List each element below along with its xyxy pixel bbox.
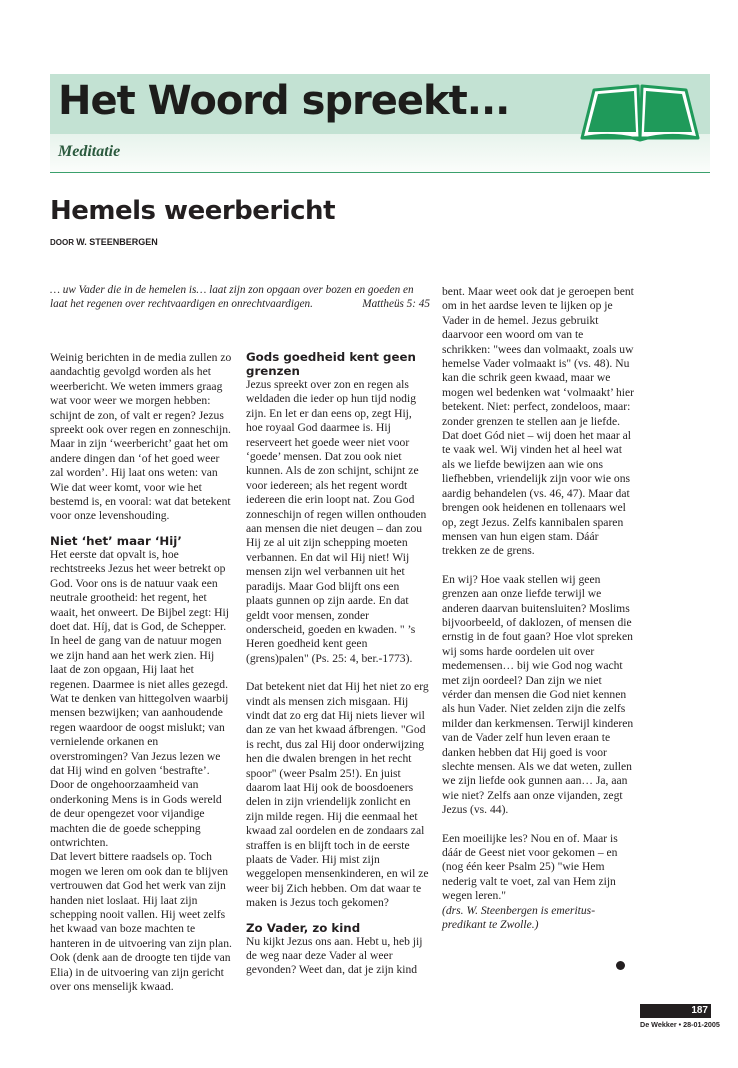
- byline: [50, 237, 158, 247]
- paragraph: Jezus spreekt over zon en regen als weldaden die ieder op hun tijd nodig zijn. En let er dan eens op, zegt Hij, hoe royaal God daarmee is. Hij reserveert het goede weer niet voor ‘goede’ mensen. Dat zou ook niet kunnen. Als de zon schijnt, schijnt ze voor iedereen; als het regent wordt iedereen die erin loopt nat. Zou God zonneschijn of regen willen onthouden aan mensen die niet deugen – dan zou Hij ze al uit zijn schepping moeten verbannen. En dat wil Hij niet! Wij mensen zijn wel verbannen uit het paradijs. Maar God blijft ons een plaats gunnen op zijn aarde. En dat geldt voor mensen, zonder onderscheid, goeden en kwaden. " ’s Heren goedheid kent geen (grens)palen" (Ps. 25: 4, ber.-1773).: [246, 378, 427, 665]
- section-banner: [50, 74, 710, 173]
- paragraph: Dat betekent niet dat Hij het niet zo erg vindt als mensen zich misgaan. Hij vindt dat zo erg dat Hij niets liever wil dan ze van het kwaad áfbrengen. "God is recht, dus zal Hij door onderwijzing hen die dwalen brengen in het recht spoor" (weer Psalm 25!). En juist daarom laat Hij ook de boosdoeners delen in zijn vriendelijk zonlicht en zijn milde regen. Hij die eenmaal het kwaad zal oordelen en de zondaars zal straffen is en blijft toch in de eerste plaats de Vader. Hij mist zijn weggelopen mensenkinderen, en wil ze weer bij Zich hebben. Om dat waar te maken is Jezus toch gekomen?: [246, 680, 429, 910]
- author-note: (drs. W. Steenbergen is emeritus-predikant te Zwolle.): [442, 903, 596, 932]
- section-subtitle: Meditatie: [58, 143, 121, 160]
- paragraph: Het eerste dat opvalt is, hoe rechtstreeks Jezus het weer betrekt op God. Voor ons is de natuur vaak een neutrale grootheid: het regent, het waait, het onweert. De Bijbel zegt: Hij doet dat. Híj, dat is God, de Schepper. In heel de gang van de natuur mogen we zijn hand aan het werk zien. Hij laat de zon opgaan, Hij laat het regenen. Daarmee is niet alles gezegd. Wat te denken van hittegolven waarbij mensen bezwijken; van aanhoudende regen waardoor de oogst mislukt; van vernielende orkanen en overstromingen? Van Jezus lezen we dat Hij wind en golven ‘bestrafte’. Door de ongehoorzaamheid van onderkoning Mens is in Gods wereld de deur opengezet voor vijandige machten die de goede schepping ontwrichten.: [50, 547, 230, 849]
- publication-footer: De Wekker • 28-01-2005: [640, 1020, 720, 1029]
- section-title: Het Woord spreekt...: [58, 78, 510, 124]
- open-book-icon: [578, 80, 702, 144]
- paragraph: bent. Maar weet ook dat je geroepen bent om in het aardse leven te lijken op je Vader in de hemel. Jezus gebruikt daarvoor een woord om van te schrikken: "wees dan volmaakt, zoals uw hemelse Vader volmaakt is" (vs. 48). Nu kan die schrik geen kwaad, maar we mogen wel bedenken wat ‘volmaakt’ hier betekent. Niet: perfect, zondeloos, maar: zonder grenzen te stellen aan je liefde. Dat doet Gód niet – wij doen het maar al te vaak wel. Wij vinden het al heel wat als we liefde bewijzen aan wie ons liefhebben, vriendelijk zijn voor wie ons aardig behandelen (vs. 46, 47). Maar dat brengen ook heidenen en tollenaars wel op, zegt Jezus. Zelfs kannibalen sparen mensen van hun eigen stam. Dáár trekken ze de grens.: [442, 285, 634, 558]
- quote-text: … uw Vader die in de hemelen is… laat zijn zon opgaan over bozen en goeden en laat het regenen over rechtvaardigen en onrechtvaardigen.: [50, 284, 414, 310]
- article-column-1: [50, 351, 233, 994]
- byline-prefix: DOOR: [50, 238, 74, 247]
- end-bullet-icon: [616, 961, 625, 970]
- paragraph: Nu kijkt Jezus ons aan. Hebt u, heb jij de weg naar deze Vader al weer gevonden? Weet dan, dat je zijn kind: [246, 934, 423, 977]
- article-headline: Hemels weerbericht: [50, 196, 335, 226]
- article-column-3: [442, 285, 634, 932]
- paragraph: Een moeilijke les? Nou en of. Maar is dáár de Geest niet voor gekomen – en (nog één keer Psalm 25) "wie Hem nederig valt te voet, zal van Hem zijn wegen leren.": [442, 831, 618, 903]
- subheading: Zo Vader, zo kind: [246, 920, 361, 935]
- paragraph: En wij? Hoe vaak stellen wij geen grenzen aan onze liefde terwijl we anderen daarvan buitensluiten? Moslims bijvoorbeeld, of daklozen, of mensen die ernstig in de fout gaan? Hoe vlot spreken wij soms harde oordelen uit over medemensen… bij wie God nog wacht met zijn oordeel? Dan zijn we niet vérder dan mensen die God niet kennen als hun Vader. Niet zelden zijn die zelfs milder dan kerkmensen. Terwijl kinderen van de Vader zelf hun leven eraan te danken hebben dat Hij goed is voor slechte mensen. Als we dat weten, zullen we zijn liefde ook gunnen aan… Ja, aan wie niet? Zelfs aan onze vijanden, zegt Jezus (vs. 44).: [442, 572, 634, 817]
- subheading: Niet ‘het’ maar ‘Hij’: [50, 533, 182, 548]
- paragraph: Dat levert bittere raadsels op. Toch mogen we leren om ook dan te blijven vertrouwen dat God het werk van zijn handen niet loslaat. Hij laat zijn schepping nooit vallen. Hij weet zelfs het kwaad van boze machten te hanteren in de uitvoering van zijn plan. Ook (denk aan de droogte ten tijde van Elia) in de uitvoering van zijn gericht over ons menselijk kwaad.: [50, 850, 232, 994]
- quote-reference: Mattheüs 5: 45: [362, 298, 430, 310]
- article-column-2: [246, 350, 429, 978]
- author-name: W. STEENBERGEN: [76, 237, 158, 247]
- bible-quote: [50, 283, 430, 311]
- page-number: 187: [640, 1004, 711, 1018]
- subheading: Gods goedheid kent geen grenzen: [246, 350, 416, 378]
- paragraph: Weinig berichten in de media zullen zo aandachtig gevolgd worden als het weerbericht. We weten immers graag wat voor weer we morgen hebben: schijnt de zon, of valt er regen? Jezus spreekt ook over regen en zonneschijn. Maar in zijn ‘weerbericht’ gaat het om andere dingen dan ‘of het goed weer zal worden’. Hij laat ons weten: van Wie dat weer komt, voor wie het bestemd is, en vooral: wat dat betekent voor onze levenshouding.: [50, 351, 232, 523]
